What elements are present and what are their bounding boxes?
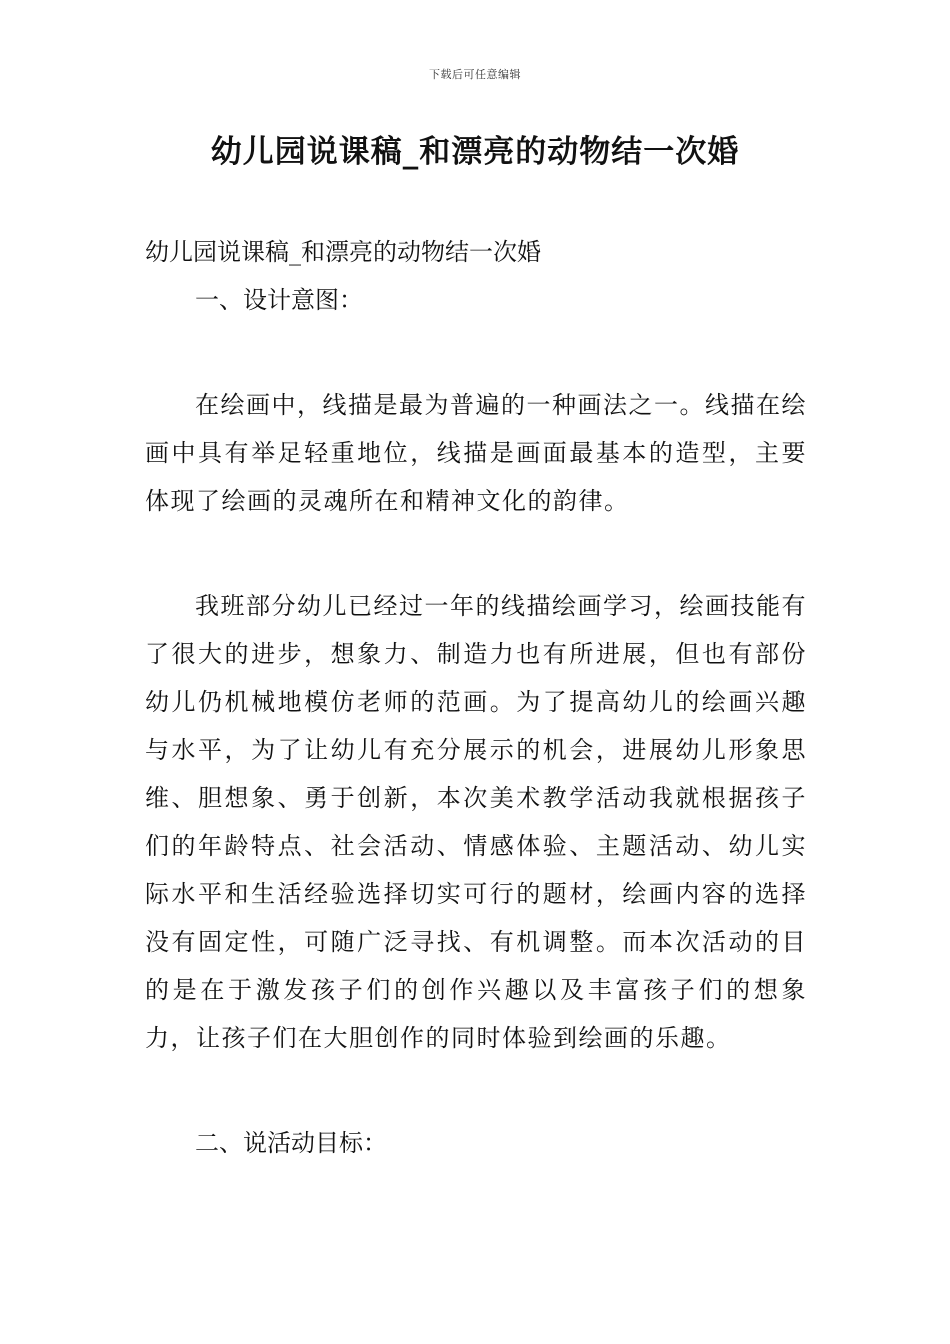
spacer (145, 525, 807, 582)
document-title: 幼儿园说课稿_和漂亮的动物结一次婚 (210, 134, 740, 170)
document-subtitle: 幼儿园说课稿_和漂亮的动物结一次婚 (145, 238, 541, 266)
spacer (145, 324, 807, 381)
paragraph-line-drawing: 在绘画中，线描是最为普遍的一种画法之一。线描在绘画中具有举足轻重地位，线描是画面最基本的造型，主要体现了绘画的灵魂所在和精神文化的韵律。 (145, 391, 807, 515)
paragraph-class-background: 我班部分幼儿已经过一年的线描绘画学习，绘画技能有了很大的进步，想象力、制造力也有所进展，但也有部份幼儿仍机械地模仿老师的范画。为了提高幼儿的绘画兴趣与水平，为了让幼儿有充分展示的机会，进展幼儿形象思维、胆想象、勇于创新，本次美术教学活动我就根据孩子们的年龄特点、社会活动、情感体验、主题活动、幼儿实际水平和生活经验选择切实可行的题材，绘画内容的选择没有固定性，可随广泛寻找、有机调整。而本次活动的目的是在于激发孩子们的创作兴趣以及丰富孩子们的想象力，让孩子们在大胆创作的同时体验到绘画的乐趣。 (145, 592, 807, 1052)
section-heading-design-intent: 一、设计意图： (195, 286, 363, 314)
section-heading-activity-goals: 二、说活动目标： (195, 1129, 387, 1157)
page-header-note: 下载后可任意编辑 (429, 68, 521, 81)
document-body (145, 228, 807, 1167)
spacer (145, 1062, 807, 1119)
